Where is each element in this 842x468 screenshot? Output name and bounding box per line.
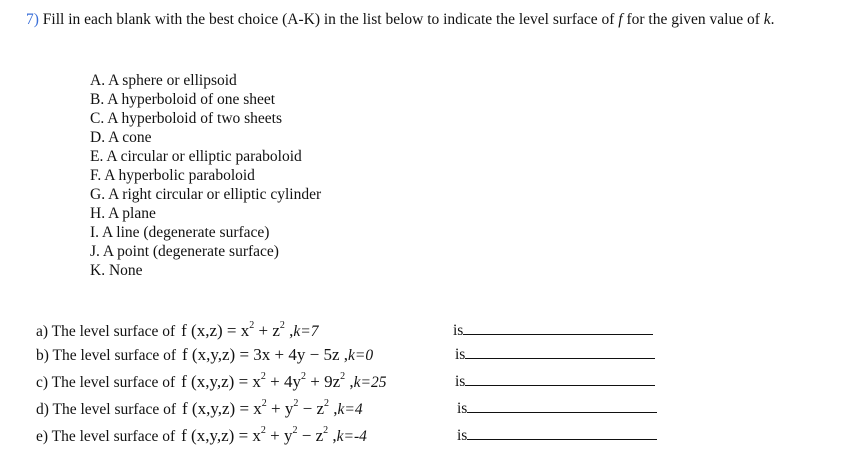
formula — [182, 345, 348, 364]
formula-text: , — [345, 372, 354, 391]
exponent: 2 — [260, 425, 266, 436]
part-d — [36, 398, 363, 420]
blank-line[interactable] — [467, 398, 657, 413]
exponent: 2 — [340, 371, 346, 382]
k-value: k=-4 — [336, 428, 367, 445]
exponent: 2 — [323, 425, 329, 436]
formula — [182, 399, 338, 418]
is-label: is — [457, 427, 468, 444]
exponent: 2 — [279, 320, 285, 331]
part-label: c) The level surface of — [36, 374, 176, 391]
question-number: 7) — [26, 11, 39, 28]
formula-text: f (x,z) = x — [181, 321, 250, 340]
choice-g: G. A right circular or elliptic cylinder — [90, 186, 322, 203]
formula-text: , — [329, 399, 338, 418]
answer-blank-d[interactable] — [457, 398, 657, 420]
part-a — [36, 320, 319, 342]
k-value: k=7 — [293, 323, 319, 340]
choice-f: F. A hyperbolic paraboloid — [90, 167, 255, 184]
blank-line[interactable] — [467, 425, 657, 440]
is-label: is — [457, 400, 468, 417]
formula-text: f (x,y,z) = x — [182, 399, 262, 418]
formula-text: − z — [297, 426, 324, 445]
formula — [181, 321, 293, 340]
formula-text: f (x,y,z) = 3x + 4y − 5z , — [182, 345, 348, 364]
part-label: a) The level surface of — [36, 323, 176, 340]
choice-j: J. A point (degenerate surface) — [90, 243, 279, 260]
formula — [181, 372, 354, 391]
exponent: 2 — [261, 398, 267, 409]
choice-k: K. None — [90, 262, 143, 279]
formula-text: + y — [266, 399, 294, 418]
k-value: k=4 — [337, 401, 363, 418]
is-label: is — [453, 322, 464, 339]
k-value: k=0 — [348, 347, 374, 364]
is-label: is — [455, 373, 466, 390]
exponent: 2 — [249, 320, 255, 331]
exponent: 2 — [260, 371, 266, 382]
k-value: k=25 — [353, 374, 387, 391]
part-e — [36, 425, 367, 447]
exponent: 2 — [301, 371, 306, 382]
answer-blank-a[interactable] — [453, 320, 653, 342]
formula-text: , — [284, 321, 294, 340]
blank-line[interactable] — [465, 344, 655, 359]
formula-text: + y — [265, 426, 293, 445]
choice-list — [90, 71, 321, 280]
part-label: b) The level surface of — [36, 347, 177, 364]
part-b — [36, 344, 373, 366]
answer-blank-c[interactable] — [455, 371, 655, 393]
exponent: 2 — [292, 425, 298, 436]
choice-e: E. A circular or elliptic paraboloid — [90, 148, 302, 165]
exponent: 2 — [324, 398, 330, 409]
formula-text: + z — [254, 321, 280, 340]
choice-a: A. A sphere or ellipsoid — [90, 72, 237, 89]
formula-text: − z — [298, 399, 325, 418]
choice-h: H. A plane — [90, 205, 156, 222]
choice-c: C. A hyperboloid of two sheets — [90, 110, 283, 127]
exponent: 2 — [293, 398, 299, 409]
choice-d: D. A cone — [90, 129, 152, 146]
formula-text: , — [328, 426, 337, 445]
prompt-text: Fill in each blank with the best choice (A-K) in the list below to indicate the level surface of — [42, 11, 619, 28]
part-c — [36, 371, 386, 393]
choice-b: B. A hyperboloid of one sheet — [90, 91, 276, 108]
question-prompt — [26, 10, 816, 29]
part-label: e) The level surface of — [36, 428, 176, 445]
blank-line[interactable] — [463, 320, 653, 335]
prompt-text-3: . — [770, 11, 775, 28]
prompt-k: k — [763, 11, 771, 28]
choice-i: I. A line (degenerate surface) — [90, 224, 270, 241]
formula-text: + 9z — [306, 372, 341, 391]
formula-text: f (x,y,z) = x — [181, 426, 261, 445]
formula-text: f (x,y,z) = x — [181, 372, 261, 391]
answer-blank-e[interactable] — [457, 425, 657, 447]
prompt-text-2: for the given value of — [622, 11, 764, 28]
part-label: d) The level surface of — [36, 401, 177, 418]
formula-text: + 4y — [265, 372, 301, 391]
prompt-f: f — [618, 11, 623, 28]
formula — [181, 426, 337, 445]
is-label: is — [455, 346, 466, 363]
blank-line[interactable] — [465, 371, 655, 386]
answer-blank-b[interactable] — [455, 344, 655, 366]
